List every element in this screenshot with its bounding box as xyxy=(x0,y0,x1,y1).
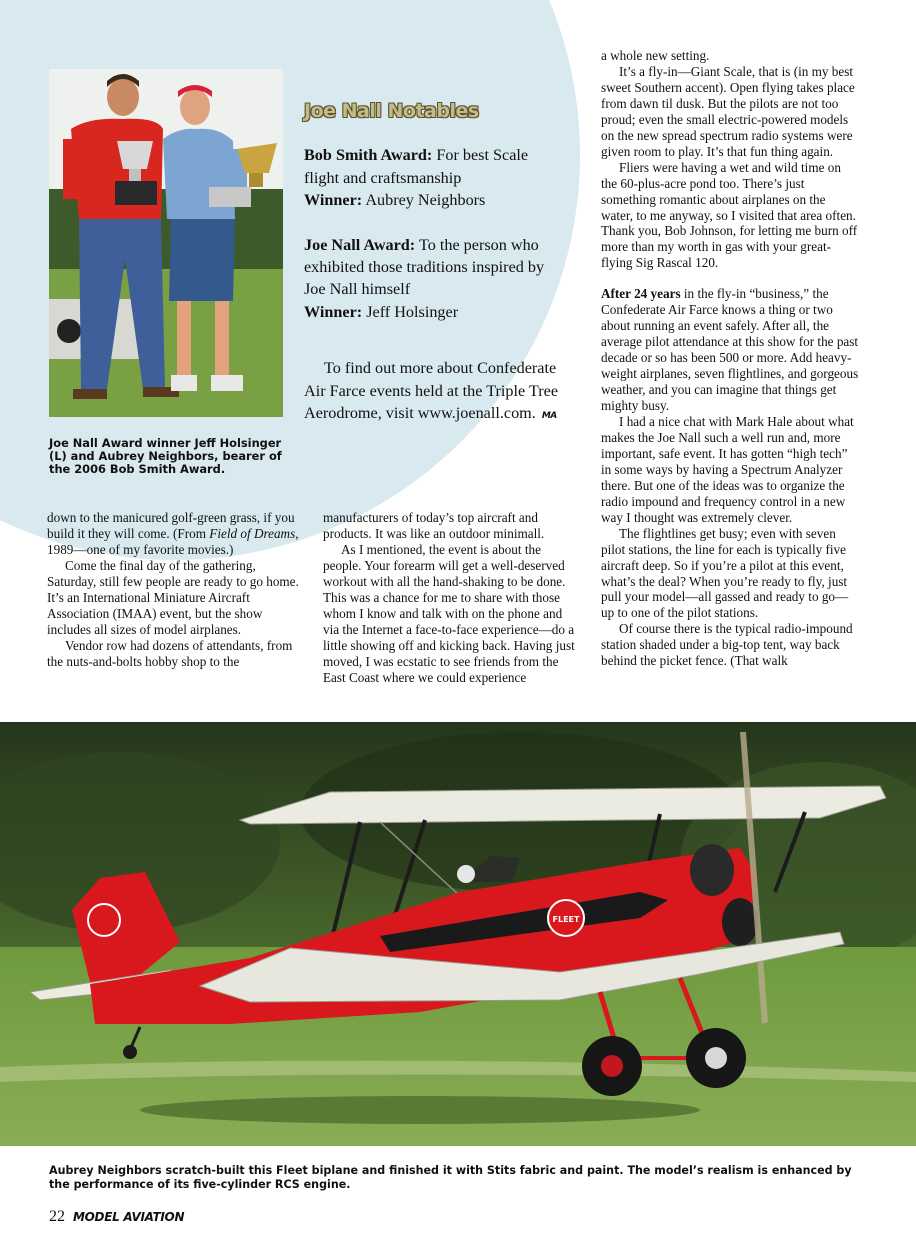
col1-p1-end: , 1989—one of my favorite movies.) xyxy=(47,525,299,557)
notables-sidebar xyxy=(304,100,564,449)
biplane-photo xyxy=(0,722,916,1146)
winner1-name: Aubrey Neighbors xyxy=(362,191,486,210)
plane-logo: FLEET xyxy=(552,915,580,924)
end-mark: MA xyxy=(541,411,557,422)
col3-para-7: Of course there is the typical radio-impound station shaded under a big-top tent, way back behind the picket fence. (That walk xyxy=(601,621,853,669)
award2-label: Joe Nall Award: xyxy=(304,235,416,254)
col2-para-2: As I mentioned, the event is about the people. Your forearm will get a well-deserved workout with all the hand-shaking to be done. This was a chance for me to share with those whom I know and talk with on the phone and via the Internet a face-to-face experience—do a little showing off and kicking back. Having just moved, I was ecstatic to see friends from the East Coast where we could experience xyxy=(323,541,575,685)
col3-para-5: I had a nice chat with Mark Hale about what makes the Joe Nall such a well run and, more important, safe event. It has gotten “high tech” in some ways by having a Spectrum Analyzer there. But one of the ideas was to organize the radio impound and frequency control in a new way I thought was extremely clever. xyxy=(601,413,854,525)
col1-p1-text: down to the manicured golf-green grass, if you build it they will come. (From xyxy=(47,510,295,541)
column-2 xyxy=(323,510,578,685)
award2-desc: To the person who exhibited those traditions inspired by Joe Nall himself xyxy=(304,235,545,299)
sidebar-title: Joe Nall Notables xyxy=(304,100,479,122)
col3-para-4 xyxy=(601,286,859,414)
col3-para-6: The flightlines get busy; even with seven pilot stations, the line for each is typically five aircraft deep. So if you’re a pilot at this event, what’s the deal? When you’re ready to fly, just pull your model—all gassed and ready to go—up to one of the pilot stations. xyxy=(601,525,849,621)
more-info-text: To find out more about Confederate Air Farce events held at the Triple Tree Aerodrome, visit www.joenall.com. xyxy=(304,359,559,423)
winner1-label: Winner: xyxy=(304,191,363,210)
page-number: 22 xyxy=(49,1208,65,1225)
bob-smith-award xyxy=(304,144,564,211)
main-photo-caption: Aubrey Neighbors scratch-built this Fleet biplane and finished it with Stits fabric and paint. The model’s realism is enhanced by the performance of its five-cylinder RCS engine. xyxy=(49,1164,852,1191)
col1-para-3: Vendor row had dozens of attendants, from the nuts-and-bolts hobby shop to the xyxy=(47,637,293,669)
award1-desc: For best Scale flight and craftsmanship xyxy=(304,146,529,187)
winner2-name: Jeff Holsinger xyxy=(362,302,459,321)
inset-photo-caption: Joe Nall Award winner Jeff Holsinger (L) and Aubrey Neighbors, bearer of the 2006 Bob Smith Award. xyxy=(49,436,282,477)
page-footer xyxy=(49,1208,184,1226)
col3-para-2: It’s a fly-in—Giant Scale, that is (in my best sweet Southern accent). Open flying takes place from dawn til dusk. But the pilots are not too proud; even the small electric-powered models on the new spread spectrum radio systems were given room to play. It’s that fun thing again. xyxy=(601,63,855,159)
winner2-label: Winner: xyxy=(304,302,363,321)
film-title: Field of Dreams xyxy=(209,525,296,541)
col3-para-3: Fliers were having a wet and wild time on the 60-plus-acre pond too. There’s just something romantic about airplanes on the water, to me anyway, so I visited that area often. Thank you, Bob Johnson, for letting me burn off more than my worth in gas with your great-flying Sig Rascal 120. xyxy=(601,159,858,271)
col3-lead: After 24 years xyxy=(601,286,681,302)
col3-p4-text: in the fly-in “business,” the Confederate Air Farce knows a thing or two about running an event safely. After all, the average pilot attendance at this show for the past decade or so has been 500 or more. Add heavy-weight airplanes, seven flightlines, and gorgeous weather, and you can imagine that things get mighty busy. xyxy=(601,286,859,414)
col2-para-1: manufacturers of today’s top aircraft and products. It was like an outdoor minimall. xyxy=(323,510,545,541)
award1-label: Bob Smith Award: xyxy=(304,146,433,165)
award-winners-photo xyxy=(49,69,283,417)
joe-nall-award xyxy=(304,234,564,324)
col1-para-1 xyxy=(47,510,305,558)
magazine-name: MODEL AVIATION xyxy=(73,1210,185,1224)
more-info xyxy=(304,357,564,427)
column-3 xyxy=(601,48,859,669)
column-1 xyxy=(47,510,305,670)
col3-para-1: a whole new setting. xyxy=(601,48,710,63)
col1-para-2: Come the final day of the gathering, Saturday, still few people are ready to go home. It’s an International Miniature Aircraft Association (IMAA) event, but the show includes all sizes of model airplanes. xyxy=(47,557,299,637)
